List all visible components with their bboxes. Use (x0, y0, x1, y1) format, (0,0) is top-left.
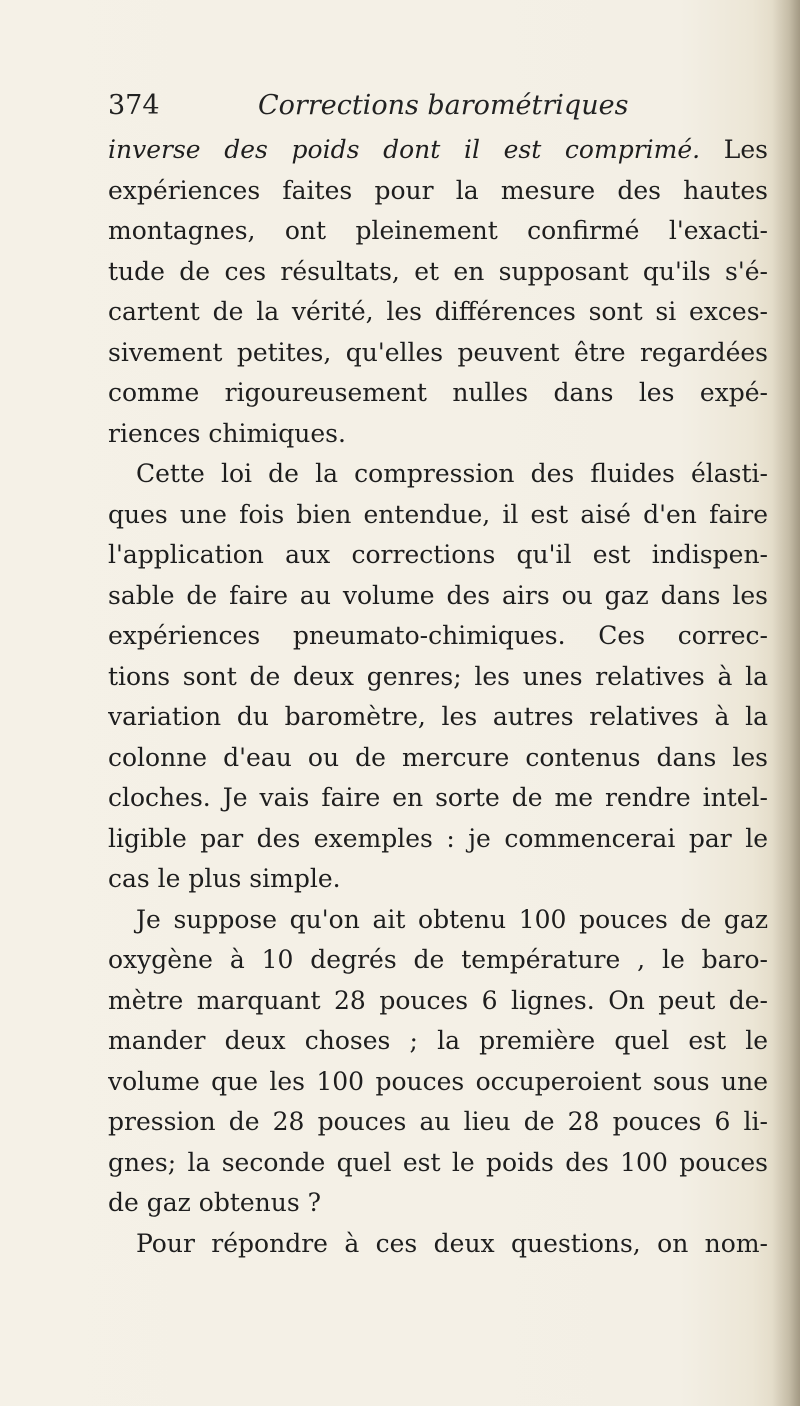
text-line: oxygène à 10 degrés de température , le baro- (108, 945, 768, 974)
text-line: variation du baromètre, les autres relatives à la (108, 702, 768, 731)
text-line: gnes; la seconde quel est le poids des 100 pouces (108, 1147, 768, 1177)
italic-phrase: inverse des poids dont il est comprimé. (108, 135, 701, 164)
text-line: cartent de la vérité, les différences sont si exces- (108, 297, 768, 326)
text-line-paragraph-end: riences chimiques. (108, 418, 346, 448)
text-line: pression de 28 pouces au lieu de 28 pouces 6 li- (108, 1107, 768, 1136)
text-line-paragraph-end: de gaz obtenus ? (108, 1188, 322, 1217)
text-line-paragraph-end: cas le plus simple. (108, 864, 341, 893)
page-title: Corrections barométriques (258, 90, 629, 121)
text-line: ques une fois bien entendue, il est aisé d'en faire (108, 499, 768, 529)
text-line: montagnes, ont pleinement confirmé l'exacti- (108, 216, 768, 245)
text-line: colonne d'eau ou de mercure contenus dans les (108, 742, 768, 772)
text-line-1 (108, 130, 768, 171)
text-line: comme rigoureusement nulles dans les expé- (108, 378, 768, 407)
text-line: l'application aux corrections qu'il est indispen- (108, 540, 768, 569)
text-line: mètre marquant 28 pouces 6 lignes. On peut de- (108, 985, 768, 1015)
text-line-paragraph-start: Cette loi de la compression des fluides élasti- (136, 459, 768, 488)
line-1-rest: Les (700, 135, 768, 164)
page-number: 374 (108, 90, 160, 121)
body-text (108, 130, 768, 1264)
text-line-paragraph-start: Je suppose qu'on ait obtenu 100 pouces de gaz (136, 904, 768, 934)
text-line-paragraph-start: Pour répondre à ces deux questions, on nom- (136, 1228, 768, 1258)
text-line: expériences faites pour la mesure des hautes (108, 175, 768, 205)
text-line: tions sont de deux genres; les unes relatives à la (108, 661, 768, 691)
text-line: sivement petites, qu'elles peuvent être regardées (108, 337, 768, 367)
text-line: tude de ces résultats, et en supposant qu'ils s'é- (108, 256, 768, 286)
text-line: expériences pneumato-chimiques. Ces correc- (108, 621, 768, 650)
running-head (108, 90, 628, 121)
text-line: ligible par des exemples : je commencerai par le (108, 823, 768, 853)
text-line: sable de faire au volume des airs ou gaz dans les (108, 580, 768, 610)
page-edge-shadow (772, 0, 800, 1406)
text-line: cloches. Je vais faire en sorte de me rendre intel- (108, 783, 768, 812)
text-line: volume que les 100 pouces occuperoient sous une (108, 1066, 768, 1096)
text-line: mander deux choses ; la première quel est le (108, 1026, 768, 1055)
